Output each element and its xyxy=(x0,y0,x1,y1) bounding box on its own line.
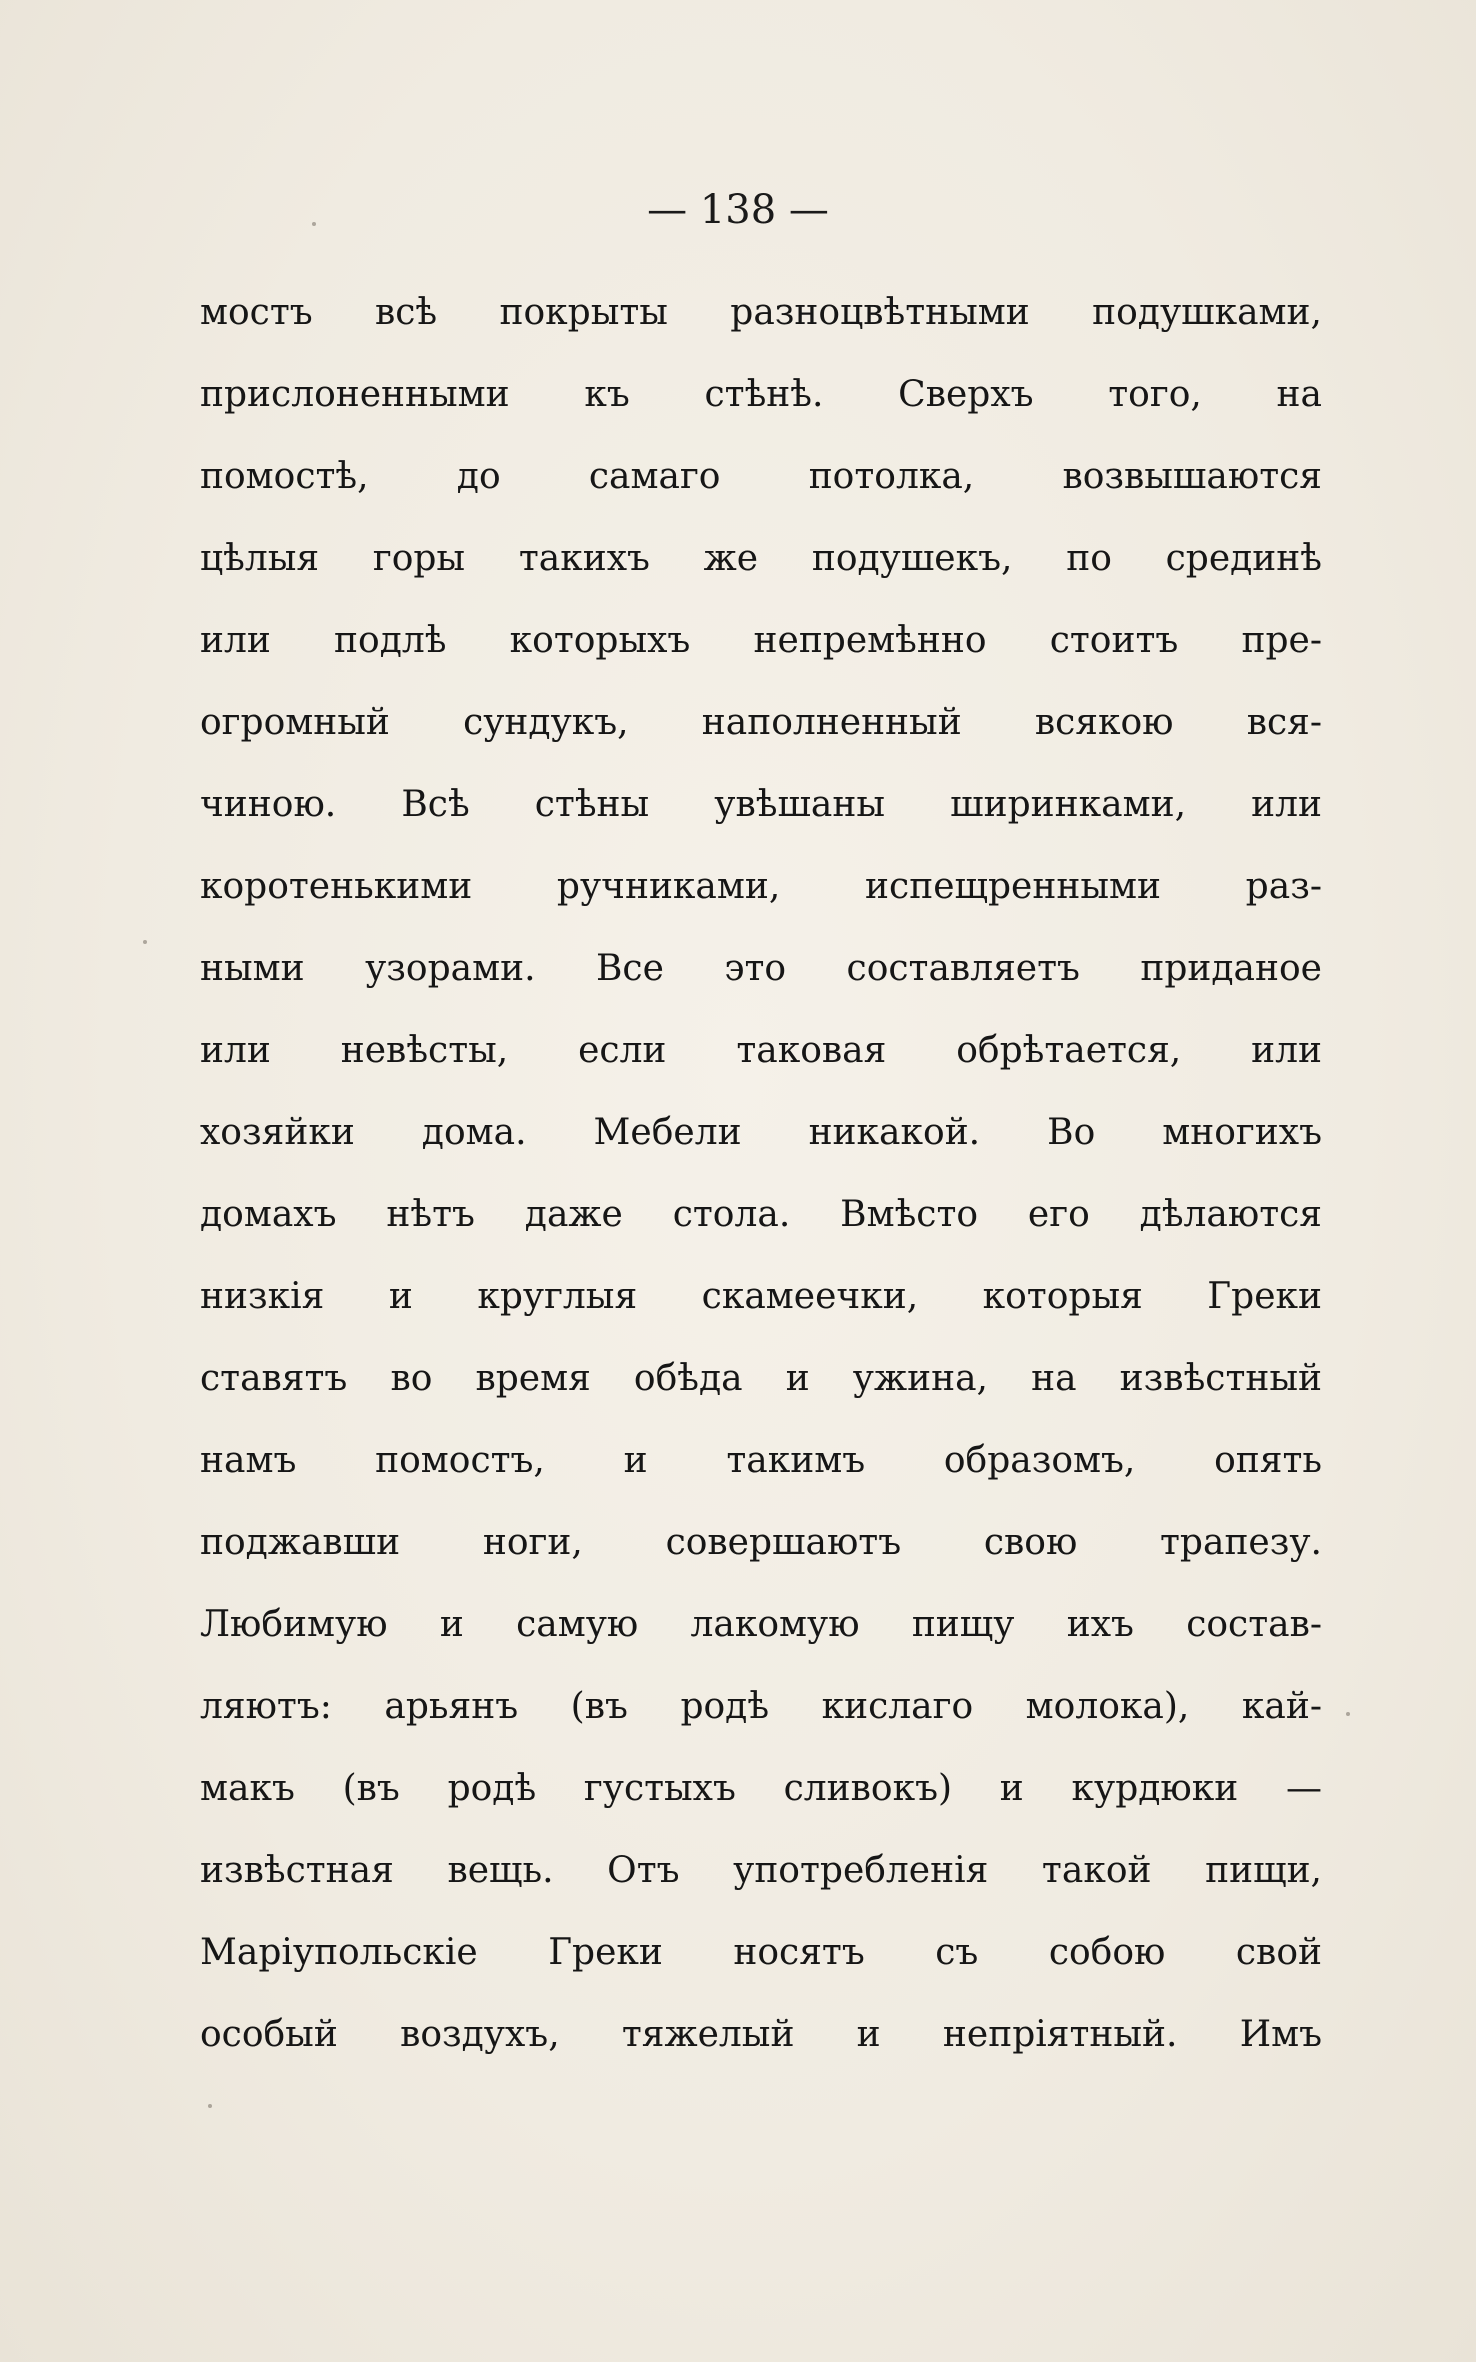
body-text xyxy=(200,272,1322,2076)
paper-speck xyxy=(208,2104,212,2108)
paper-speck xyxy=(143,940,147,944)
text-line: низкія и круглыя скамеечки, которыя Греки xyxy=(200,1276,1322,1317)
paper-speck xyxy=(312,222,316,226)
text-line: огромный сундукъ, наполненный всякою вся- xyxy=(200,702,1322,743)
paper-speck xyxy=(1346,1712,1350,1716)
text-line: чиною. Всѣ стѣны увѣшаны ширинками, или xyxy=(200,784,1322,825)
text-line: поджавши ноги, совершаютъ свою трапезу. xyxy=(200,1522,1322,1563)
page-number: — 138 — xyxy=(647,187,829,233)
text-line: ставятъ во время обѣда и ужина, на извѣстный xyxy=(200,1358,1322,1399)
text-line: помостѣ, до самаго потолка, возвышаются xyxy=(200,456,1322,497)
text-line: Маріупольскіе Греки носятъ съ собою свой xyxy=(200,1932,1322,1973)
text-line: или невѣсты, если таковая обрѣтается, или xyxy=(200,1030,1322,1071)
text-line: особый воздухъ, тяжелый и непріятный. Имъ xyxy=(200,2014,1322,2055)
text-line: мостъ всѣ покрыты разноцвѣтными подушками, xyxy=(200,292,1322,333)
text-line: цѣлыя горы такихъ же подушекъ, по срединѣ xyxy=(200,538,1322,579)
text-line: макъ (въ родѣ густыхъ сливокъ) и курдюки — xyxy=(200,1768,1322,1809)
text-line: извѣстная вещь. Отъ употребленія такой пищи, xyxy=(200,1850,1322,1891)
text-line: ляютъ: арьянъ (въ родѣ кислаго молока), кай- xyxy=(200,1686,1322,1727)
text-line: Любимую и самую лакомую пищу ихъ состав- xyxy=(200,1604,1322,1645)
text-line: хозяйки дома. Мебели никакой. Во многихъ xyxy=(200,1112,1322,1153)
text-line: коротенькими ручниками, испещренными раз- xyxy=(200,866,1322,907)
text-line: прислоненными къ стѣнѣ. Сверхъ того, на xyxy=(200,374,1322,415)
text-line: или подлѣ которыхъ непремѣнно стоитъ пре- xyxy=(200,620,1322,661)
text-line: ными узорами. Все это составляетъ приданое xyxy=(200,948,1322,989)
text-line: домахъ нѣтъ даже стола. Вмѣсто его дѣлаются xyxy=(200,1194,1322,1235)
text-line: намъ помостъ, и такимъ образомъ, опять xyxy=(200,1440,1322,1481)
